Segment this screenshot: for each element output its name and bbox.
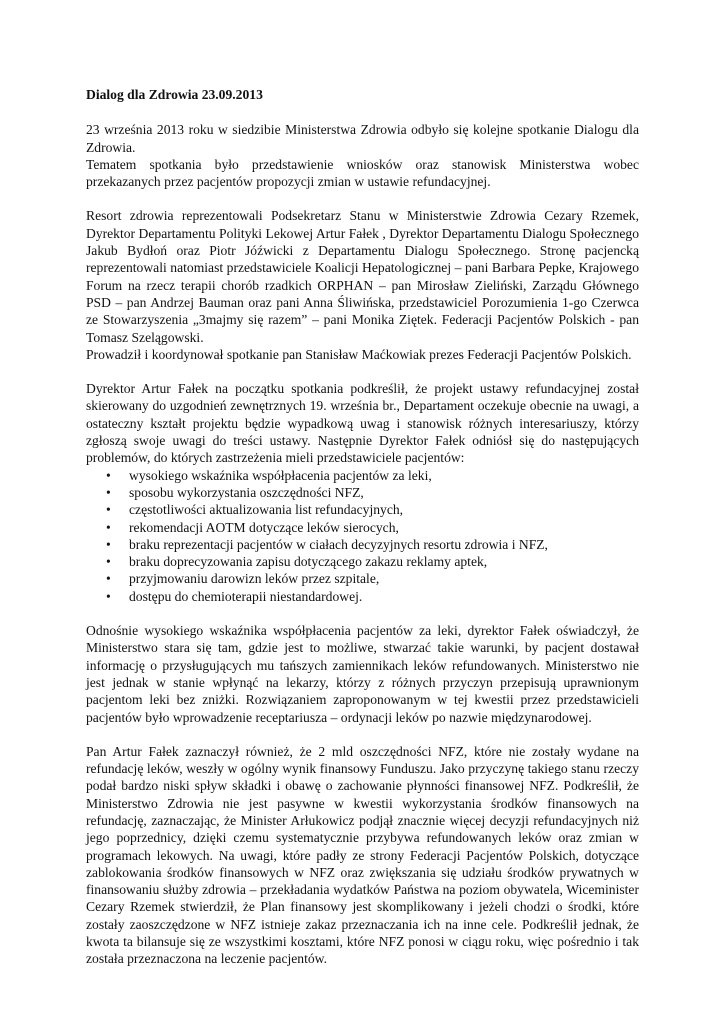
list-item [86, 553, 639, 570]
list-item-text: częstotliwości aktualizowania list refundacyjnych, [129, 502, 404, 518]
list-item-text: rekomendacji AOTM dotyczące leków sierocych, [129, 519, 399, 535]
bullet-icon: • [106, 588, 111, 604]
list-item [86, 484, 639, 501]
paragraph-copayment: Odnośnie wysokiego wskaźnika współpłacenia pacjentów za leki, dyrektor Fałek oświadczył, że Ministerstwo stara się tam, gdzie jest to możliwe, stwarzać takie warunki, by pacjent dostawał informację o przysługujących mu tańszych zamiennikach leków refundowanych. Ministerstwo nie jest jednak w stanie wpłynąć na lekarzy, którzy z różnych przyczyn przepisują uprawnionym pacjentom leki bez zniżki. Rozwiązaniem zaproponowanym w tej kwestii przez przedstawicieli pacjentów było wprowadzenie receptariusza – ordynacji leków po nazwie międzynarodowej. [86, 623, 639, 725]
list-item-text: dostępu do chemioterapii niestandardowej. [129, 588, 363, 604]
list-item [86, 519, 639, 536]
list-item-text: przyjmowaniu darowizn leków przez szpitale, [129, 571, 380, 587]
document-title: Dialog dla Zdrowia 23.09.2013 [86, 87, 263, 102]
list-item-text: wysokiego wskaźnika współpłacenia pacjentów za leki, [129, 467, 432, 483]
bullet-icon: • [106, 502, 111, 518]
bullet-icon: • [106, 467, 111, 483]
bullet-icon: • [106, 519, 111, 535]
paragraph-participants: Resort zdrowia reprezentowali Podsekretarz Stanu w Ministerstwie Zdrowia Cezary Rzemek, Dyrektor Departamentu Polityki Lekowej Artur Fałek , Dyrektor Departamentu Dialogu Społecznego Jakub Bydłoń oraz Piotr Jóźwicki z Departamentu Dialogu Społecznego. Stronę pacjencką reprezentowali natomiast przedstawiciele Koalicji Hepatologicznej – pani Barbara Pepke, Krajowego Forum na rzecz terapii chorób rzadkich ORPHAN – pan Mirosław Zieliński, Zarządu Głównego PSD – pan Andrzej Bauman oraz pani Anna Śliwińska, przedstawiciel Porozumienia 1-go Czerwca ze Stowarzyszenia „3majmy się razem” – pani Monika Ziętek. Federacji Pacjentów Polskich - pan Tomasz Szelągowski. [86, 208, 639, 345]
paragraph-intro-text: 23 września 2013 roku w siedzibie Ministerstwa Zdrowia odbyło się kolejne spotkanie Dialogu dla Zdrowia. [86, 122, 639, 155]
paragraph-topic-text: Tematem spotkania było przedstawienie wniosków oraz stanowisk Ministerstwa wobec przekazanych przez pacjentów propozycji zmian w ustawie refundacyjnej. [86, 156, 639, 190]
bullet-icon: • [106, 554, 111, 570]
paragraph-nfz-savings: Pan Artur Fałek zaznaczył również, że 2 mld oszczędności NFZ, które nie zostały wydane na refundację leków, weszły w ogólny wynik finansowy Funduszu. Jako przyczynę takiego stanu rzeczy podał bardzo niski spływ składki i obawę o zachowanie płynności finansowej NFZ. Podkreślił, że Ministerstwo Zdrowia nie jest pasywne w kwestii wykorzystania środków finansowych na refundację, zaznaczając, że Minister Arłukowicz podjął znacznie więcej decyzji refundacyjnych niż jego poprzednicy, dzięki czemu systematycznie przybywa refundowanych leków oraz zmian w programach lekowych. Na uwagi, które padły ze strony Federacji Pacjentów Polskich, dotyczące zablokowania środków finansowych w NFZ oraz zwiększania się udziału środków prywatnych w finansowaniu służby zdrowia – przekładania wydatków Państwa na poziom obywatela, Wiceminister Cezary Rzemek stwierdził, że Plan finansowy jest skomplikowany i jeżeli chodzi o środki, które zostały zaoszczędzone w NFZ istnieje zakaz przeznaczania ich na inne cele. Podkreślił jednak, że kwota ta bilansuje się ze wszystkimi kosztami, które NFZ ponosi w ciągu roku, więc pośrednio i tak została przeznaczona na leczenie pacjentów. [86, 743, 639, 967]
list-item [86, 536, 639, 553]
list-item-text: braku doprecyzowania zapisu dotyczącego zakazu reklamy aptek, [129, 554, 488, 570]
list-item [86, 501, 639, 518]
paragraph-director-opening: Dyrektor Artur Fałek na początku spotkania podkreślił, że projekt ustawy refundacyjnej został skierowany do uzgodnień zewnętrznych 19. września br., Departament oczekuje obecnie na uwagi, a ostateczny kształt projektu będzie wypadkową uwag i stanowisk różnych interesariuszy, którzy zgłoszą swoje uwagi do treści ustawy. Następnie Dyrektor Fałek odniósł się do następujących problemów, do których zastrzeżenia mieli przedstawiciele pacjentów: [86, 381, 639, 466]
paragraph-moderator: Prowadził i koordynował spotkanie pan Stanisław Maćkowiak prezes Federacji Pacjentów Polskich. [86, 346, 632, 362]
bullet-icon: • [106, 484, 111, 500]
list-item-text: braku reprezentacji pacjentów w ciałach decyzyjnych resortu zdrowia i NFZ, [129, 536, 548, 552]
list-item-text: sposobu wykorzystania oszczędności NFZ, [129, 484, 364, 500]
bullet-icon: • [106, 571, 111, 587]
paragraph-intro [86, 121, 639, 190]
list-item [86, 467, 639, 484]
problem-list [86, 467, 639, 605]
list-item [86, 570, 639, 587]
bullet-icon: • [106, 536, 111, 552]
list-item [86, 588, 639, 605]
